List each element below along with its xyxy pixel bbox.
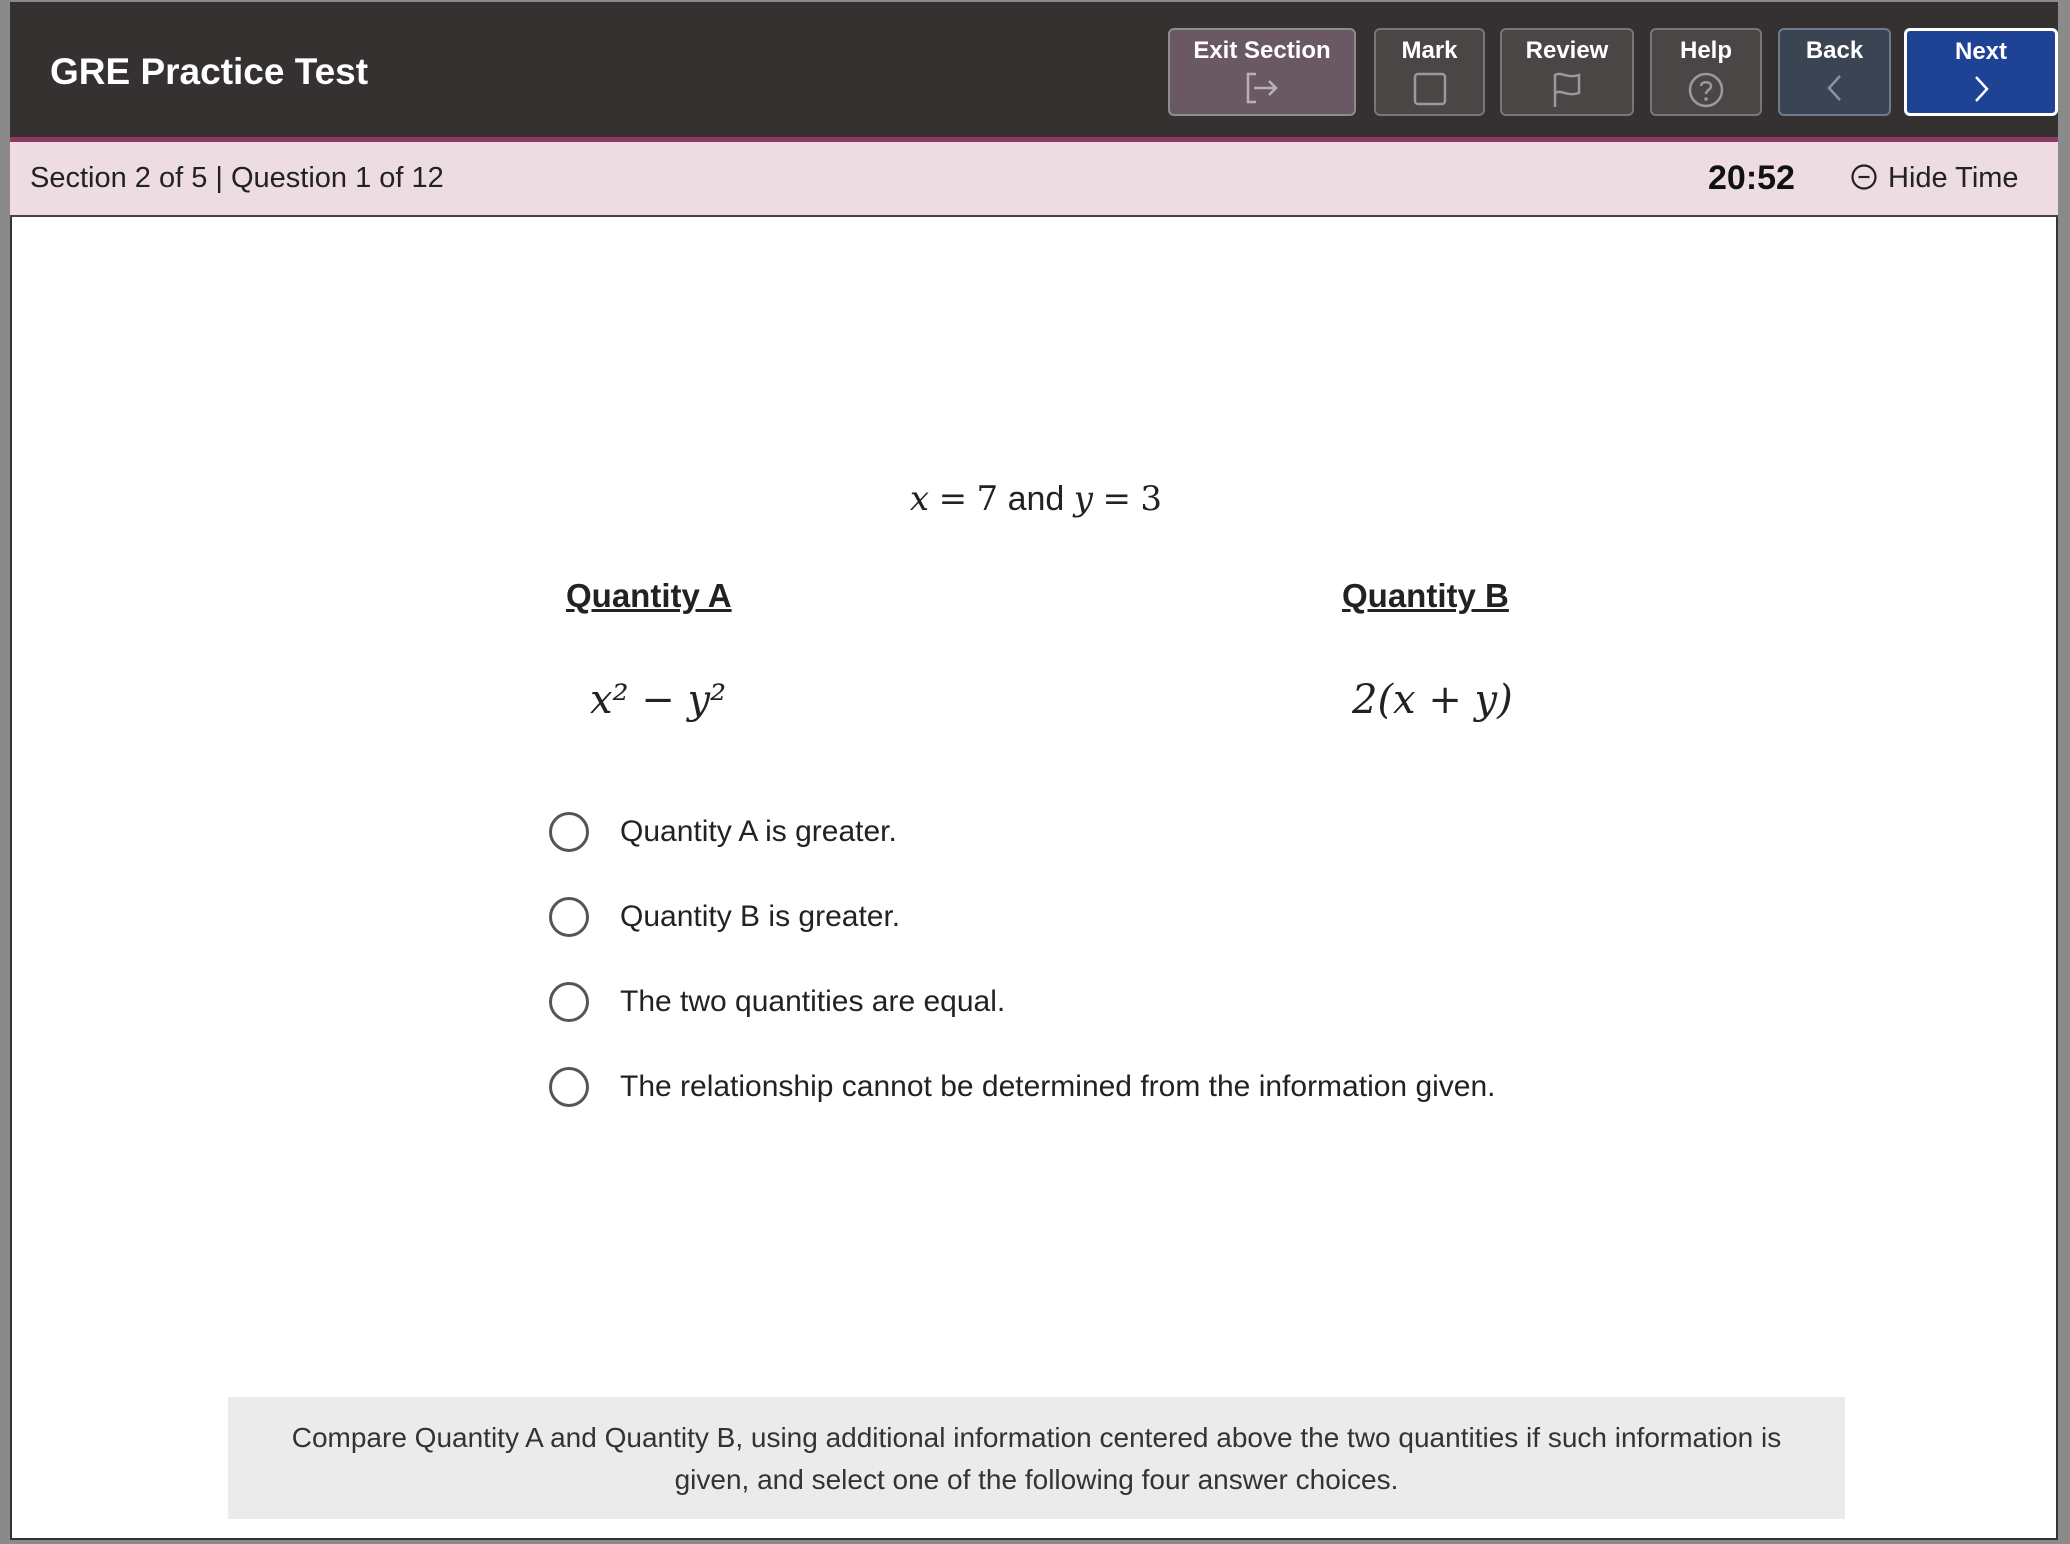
next-button[interactable] [1904,28,2058,116]
exit-section-button[interactable] [1168,28,1356,116]
hide-time-label: Hide Time [1888,162,2019,194]
given-equals-2: = [1102,479,1131,519]
review-label: Review [1525,37,1609,64]
hide-time-button[interactable] [1850,142,2019,215]
given-y-variable: y [1073,479,1094,519]
exit-section-label: Exit Section [1193,37,1331,64]
minus-circle-icon [1850,163,1878,191]
back-label: Back [1805,37,1864,64]
timer: 20:52 [1708,159,1795,197]
checkbox-icon [1412,71,1448,107]
mark-button[interactable] [1374,28,1485,116]
quantity-a-expression: x² − y² [590,677,727,723]
quantity-b-heading: Quantity B [1342,577,1509,614]
choice-label: Quantity A is greater. [620,815,897,848]
top-toolbar [10,2,2058,142]
radio-button[interactable] [549,1067,589,1107]
given-information [12,479,2058,519]
choice-label: The two quantities are equal. [620,985,1006,1018]
given-x-variable: x [909,479,930,519]
given-x-value: 7 [976,479,999,519]
question-area [10,217,2058,1540]
mark-label: Mark [1401,37,1458,64]
instructions-box: Compare Quantity A and Quantity B, using additional information centered above the two quantities if such information is given, and select one of the following four answer choices. [228,1397,1845,1519]
radio-button[interactable] [549,812,589,852]
help-button[interactable] [1650,28,1762,116]
choice-label: The relationship cannot be determined from the information given. [620,1070,1496,1103]
test-window [10,2,2058,1540]
chevron-right-icon [1966,72,1996,106]
app-title: GRE Practice Test [50,51,369,92]
status-bar [10,142,2058,217]
radio-button[interactable] [549,897,589,937]
help-label: Help [1679,37,1732,64]
flag-icon [1549,71,1585,109]
exit-icon [1242,71,1282,105]
given-y-value: 3 [1140,479,1163,519]
given-and: and [1007,480,1065,518]
section-progress: Section 2 of 5 | Question 1 of 12 [30,162,444,194]
next-label: Next [1954,38,2008,65]
quantity-b-expression: 2(x + y) [1352,677,1513,723]
choice-label: Quantity B is greater. [620,900,901,933]
question-circle-icon [1687,71,1725,109]
radio-button[interactable] [549,982,589,1022]
back-button[interactable] [1778,28,1891,116]
chevron-left-icon [1820,71,1850,105]
review-button[interactable] [1500,28,1634,116]
given-equals: = [938,479,968,519]
quantity-a-heading: Quantity A [566,577,732,614]
